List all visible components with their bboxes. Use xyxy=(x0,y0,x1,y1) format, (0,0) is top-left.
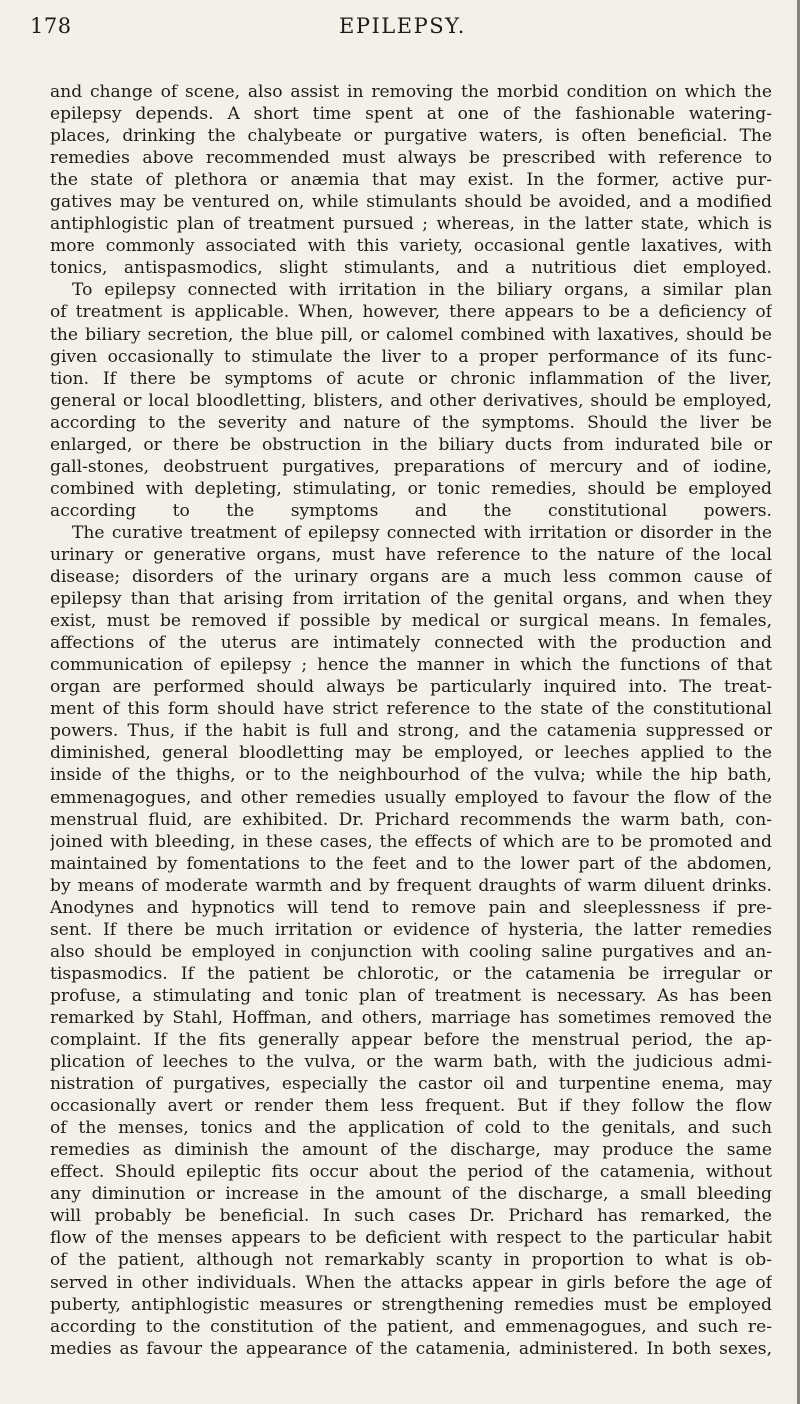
text-line: tonics, antispasmodics, slight stimulants, and a nutritious diet employed. xyxy=(50,258,772,279)
text-line: emmenagogues, and other remedies usually employed to favour the flow of the xyxy=(50,787,772,808)
text-line: plication of leeches to the vulva, or the warm bath, with the judicious admi- xyxy=(50,1052,772,1073)
text-line: and change of scene, also assist in removing the morbid condition on which the xyxy=(50,82,772,102)
text-line: maintained by fomentations to the feet and to the lower part of the abdomen, xyxy=(50,853,772,874)
text-line: according to the symptoms and the constitutional powers. xyxy=(50,500,772,521)
text-line: the state of plethora or anæmia that may exist. In the former, active pur- xyxy=(50,170,772,191)
text-line: profuse, a stimulating and tonic plan of treatment is necessary. As has been xyxy=(50,985,772,1006)
text-line: epilepsy than that arising from irritation of the genital organs, and when they xyxy=(50,589,772,610)
text-line: more commonly associated with this variety, occasional gentle laxatives, with xyxy=(50,236,772,257)
text-line: organ are performed should always be particularly inquired into. The treat- xyxy=(50,677,772,698)
text-line: occasionally avert or render them less frequent. But if they follow the flow xyxy=(50,1096,772,1117)
text-line: tispasmodics. If the patient be chlorotic, or the catamenia be irregular or xyxy=(50,963,772,984)
text-line: by means of moderate warmth and by frequent draughts of warm diluent drinks. xyxy=(50,875,772,896)
text-line: gall-stones, deobstruent purgatives, preparations of mercury and of iodine, xyxy=(50,456,772,477)
text-line: exist, must be removed if possible by medical or surgical means. In females, xyxy=(50,611,772,632)
text-line: effect. Should epileptic fits occur about the period of the catamenia, without xyxy=(50,1162,772,1183)
body-text xyxy=(50,81,772,1360)
text-line: To epilepsy connected with irritation in the biliary organs, a similar plan xyxy=(72,280,772,301)
text-line: flow of the menses appears to be deficient with respect to the particular habit xyxy=(50,1228,772,1249)
text-line: menstrual fluid, are exhibited. Dr. Prichard recommends the warm bath, con- xyxy=(50,809,772,830)
text-line: complaint. If the fits generally appear before the menstrual period, the ap- xyxy=(50,1030,772,1051)
text-line: sent. If there be much irritation or evidence of hysteria, the latter remedies xyxy=(50,919,772,940)
text-line: according to the constitution of the patient, and emmenagogues, and such re- xyxy=(50,1316,772,1337)
text-line: remarked by Stahl, Hoffman, and others, marriage has sometimes removed the xyxy=(50,1007,772,1028)
text-line: powers. Thus, if the habit is full and strong, and the catamenia suppressed or xyxy=(50,721,772,742)
text-line: remedies as diminish the amount of the discharge, may produce the same xyxy=(50,1140,772,1161)
text-line: tion. If there be symptoms of acute or chronic inflammation of the liver, xyxy=(50,368,772,389)
text-line: will probably be beneficial. In such cases Dr. Prichard has remarked, the xyxy=(50,1206,772,1227)
text-line: communication of epilepsy ; hence the manner in which the functions of that xyxy=(50,655,772,676)
text-line: ment of this form should have strict reference to the state of the constitutional xyxy=(50,699,772,720)
text-line: Anodynes and hypnotics will tend to remove pain and sleeplessness if pre- xyxy=(50,897,772,918)
text-line: given occasionally to stimulate the liver to a proper performance of its func- xyxy=(50,346,772,367)
text-line: The curative treatment of epilepsy connected with irritation or disorder in the xyxy=(72,522,772,543)
text-line: according to the severity and nature of the symptoms. Should the liver be xyxy=(50,412,772,433)
text-line: gatives may be ventured on, while stimulants should be avoided, and a modified xyxy=(50,192,772,213)
text-line: medies as favour the appearance of the catamenia, administered. In both sexes, xyxy=(50,1338,772,1359)
text-line: epilepsy depends. A short time spent at one of the fashionable watering- xyxy=(50,104,772,125)
text-line: of the patient, although not remarkably scanty in proportion to what is ob- xyxy=(50,1250,772,1271)
text-line: joined with bleeding, in these cases, the effects of which are to be promoted and xyxy=(50,831,772,852)
text-line: also should be employed in conjunction with cooling saline purgatives and an- xyxy=(50,941,772,962)
running-head: EPILEPSY. xyxy=(339,14,466,38)
text-line: puberty, antiphlogistic measures or strengthening remedies must be employed xyxy=(50,1294,772,1315)
text-line: inside of the thighs, or to the neighbourhod of the vulva; while the hip bath, xyxy=(50,765,772,786)
page-header xyxy=(30,14,775,44)
text-line: enlarged, or there be obstruction in the biliary ducts from indurated bile or xyxy=(50,434,772,455)
page-number: 178 xyxy=(30,14,72,38)
text-line: of treatment is applicable. When, however, there appears to be a deficiency of xyxy=(50,302,772,323)
text-line: any diminution or increase in the amount of the discharge, a small bleeding xyxy=(50,1184,772,1205)
text-line: remedies above recommended must always be prescribed with reference to xyxy=(50,148,772,169)
text-line: nistration of purgatives, especially the castor oil and turpentine enema, may xyxy=(50,1074,772,1095)
text-line: antiphlogistic plan of treatment pursued ; whereas, in the latter state, which is xyxy=(50,214,772,235)
text-line: general or local bloodletting, blisters, and other derivatives, should be employed, xyxy=(50,390,772,411)
text-line: combined with depleting, stimulating, or tonic remedies, should be employed xyxy=(50,478,772,499)
text-line: served in other individuals. When the attacks appear in girls before the age of xyxy=(50,1272,772,1293)
text-line: the biliary secretion, the blue pill, or calomel combined with laxatives, should be xyxy=(50,324,772,345)
text-line: urinary or generative organs, must have reference to the nature of the local xyxy=(50,544,772,565)
text-line: diminished, general bloodletting may be employed, or leeches applied to the xyxy=(50,743,772,764)
text-line: affections of the uterus are intimately connected with the production and xyxy=(50,633,772,654)
text-line: of the menses, tonics and the application of cold to the genitals, and such xyxy=(50,1118,772,1139)
text-line: places, drinking the chalybeate or purgative waters, is often beneficial. The xyxy=(50,126,772,147)
text-line: disease; disorders of the urinary organs are a much less common cause of xyxy=(50,567,772,588)
